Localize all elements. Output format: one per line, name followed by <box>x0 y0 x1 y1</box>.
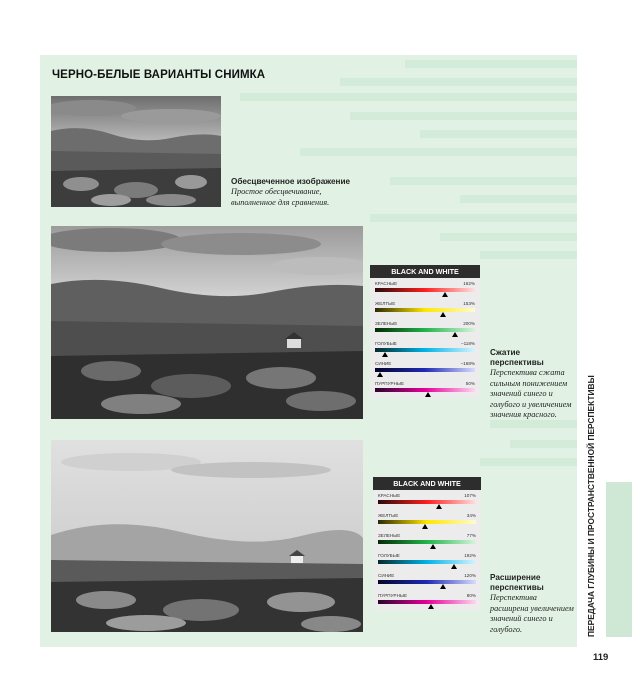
slider-thumb-icon[interactable] <box>440 312 446 317</box>
slider-label: КРАСНЫЕ <box>378 493 401 498</box>
slider-gradient-track[interactable] <box>375 308 475 312</box>
slider-value: –118% <box>461 341 475 346</box>
slider-thumb-icon[interactable] <box>440 584 446 589</box>
slider-label: ЗЕЛЕНЫЕ <box>378 533 401 538</box>
slider-value: 162% <box>463 281 475 286</box>
panel-header: BLACK AND WHITE <box>370 265 480 278</box>
slider-value: 77% <box>466 533 476 538</box>
slider-thumb-icon[interactable] <box>451 564 457 569</box>
caption-body: Перспектива сжата сильным понижением значений синего и голубого и увеличением значения красного. <box>490 368 572 419</box>
slider-thumb-icon[interactable] <box>422 524 428 529</box>
slider-thumb-icon[interactable] <box>430 544 436 549</box>
slider-4[interactable] <box>370 358 480 378</box>
decorative-stripe <box>300 148 577 156</box>
slider-4[interactable] <box>373 570 481 590</box>
slider-5[interactable] <box>370 378 480 398</box>
slider-gradient-track[interactable] <box>375 388 475 392</box>
slider-thumb-icon[interactable] <box>436 504 442 509</box>
slider-label: ГОЛУБЫЕ <box>378 553 400 558</box>
slider-gradient-track[interactable] <box>375 288 475 292</box>
slider-gradient-track[interactable] <box>375 348 475 352</box>
slider-0[interactable] <box>373 490 481 510</box>
slider-label: ГОЛУБЫЕ <box>375 341 397 346</box>
slider-value: 192% <box>464 553 476 558</box>
decorative-stripe <box>510 440 577 448</box>
slider-value: 107% <box>464 493 476 498</box>
decorative-stripe <box>340 78 577 86</box>
decorative-stripe <box>240 93 577 101</box>
slider-thumb-icon[interactable] <box>442 292 448 297</box>
chapter-side-title: ПЕРЕДАЧА ГЛУБИНЫ И ПРОСТРАНСТВЕННОЙ ПЕРСПЕКТИВЫ <box>586 375 596 637</box>
decorative-stripe <box>480 251 577 259</box>
slider-label: ПУРПУРНЫЕ <box>375 381 405 386</box>
slider-1[interactable] <box>373 510 481 530</box>
slider-gradient-track[interactable] <box>378 520 476 524</box>
slider-thumb-icon[interactable] <box>428 604 434 609</box>
desaturated-landscape-photo <box>51 96 221 207</box>
slider-label: СИНИЕ <box>375 361 392 366</box>
slider-3[interactable] <box>373 550 481 570</box>
black-and-white-panel-expand <box>373 477 481 610</box>
slider-1[interactable] <box>370 298 480 318</box>
slider-value: 80% <box>466 593 476 598</box>
slider-gradient-track[interactable] <box>375 368 475 372</box>
slider-label: КРАСНЫЕ <box>375 281 398 286</box>
caption-expanded <box>490 573 575 635</box>
section-title: ЧЕРНО-БЕЛЫЕ ВАРИАНТЫ СНИМКА <box>52 69 266 81</box>
slider-gradient-track[interactable] <box>378 560 476 564</box>
side-tab <box>606 482 632 637</box>
slider-value: 50% <box>465 381 475 386</box>
slider-value: 34% <box>466 513 476 518</box>
slider-gradient-track[interactable] <box>378 540 476 544</box>
slider-value: –168% <box>460 361 475 366</box>
caption-title: Сжатие перспективы <box>490 348 544 367</box>
compressed-perspective-photo <box>51 226 363 419</box>
slider-value: 120% <box>464 573 476 578</box>
slider-gradient-track[interactable] <box>378 500 476 504</box>
slider-3[interactable] <box>370 338 480 358</box>
slider-thumb-icon[interactable] <box>425 392 431 397</box>
slider-thumb-icon[interactable] <box>377 372 383 377</box>
caption-compressed <box>490 348 575 421</box>
slider-label: ЖЕЛТЫЕ <box>375 301 396 306</box>
decorative-stripe <box>480 458 577 466</box>
slider-2[interactable] <box>370 318 480 338</box>
decorative-stripe <box>460 195 577 203</box>
decorative-stripe <box>390 177 577 185</box>
caption-body: Перспектива расширена увеличением значений синего и голубого. <box>490 593 574 634</box>
caption-body: Простое обесцвечивание, выполненное для сравнения. <box>231 187 330 207</box>
caption-desaturated <box>231 177 361 208</box>
panel-header: BLACK AND WHITE <box>373 477 481 490</box>
caption-title: Обесцвеченное изображение <box>231 177 351 186</box>
slider-label: ПУРПУРНЫЕ <box>378 593 408 598</box>
slider-gradient-track[interactable] <box>378 600 476 604</box>
page-number: 119 <box>593 652 609 663</box>
slider-2[interactable] <box>373 530 481 550</box>
slider-gradient-track[interactable] <box>378 580 476 584</box>
slider-value: 200% <box>463 321 475 326</box>
decorative-stripe <box>350 112 577 120</box>
decorative-stripe <box>370 214 577 222</box>
decorative-stripe <box>440 233 577 241</box>
black-and-white-panel-compress <box>370 265 480 398</box>
decorative-stripe <box>405 60 577 68</box>
decorative-stripe <box>490 420 577 428</box>
slider-label: СИНИЕ <box>378 573 395 578</box>
slider-thumb-icon[interactable] <box>382 352 388 357</box>
slider-0[interactable] <box>370 278 480 298</box>
slider-gradient-track[interactable] <box>375 328 475 332</box>
caption-title: Расширение перспективы <box>490 573 544 592</box>
slider-label: ЖЕЛТЫЕ <box>378 513 399 518</box>
slider-value: 153% <box>463 301 475 306</box>
decorative-stripe <box>420 130 577 138</box>
slider-5[interactable] <box>373 590 481 610</box>
slider-thumb-icon[interactable] <box>452 332 458 337</box>
slider-label: ЗЕЛЕНЫЕ <box>375 321 398 326</box>
expanded-perspective-photo <box>51 440 363 632</box>
